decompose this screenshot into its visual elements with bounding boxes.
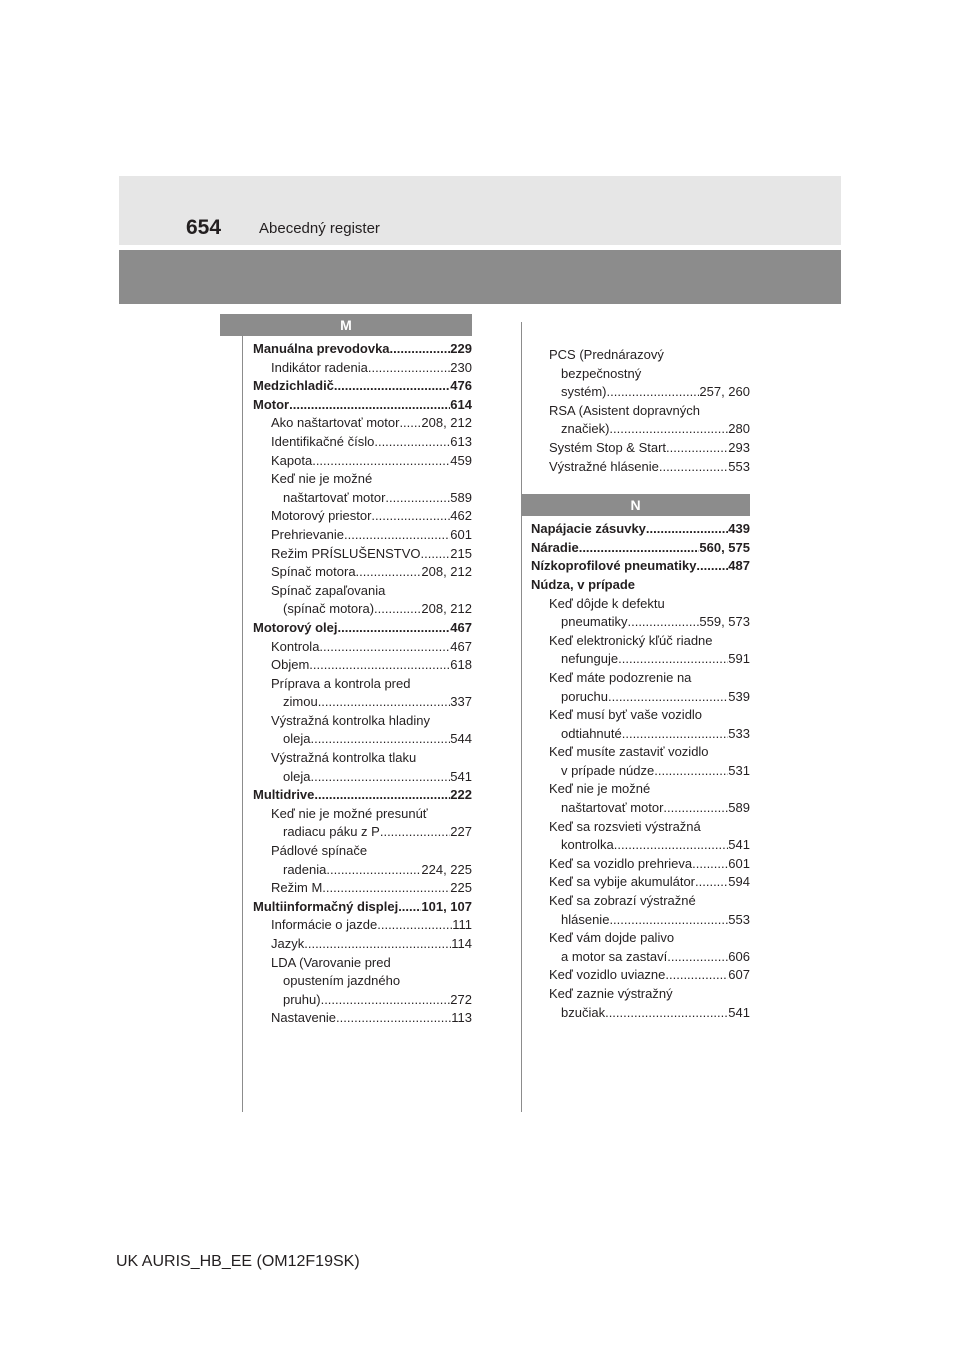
index-entry xyxy=(531,650,750,669)
index-entry xyxy=(253,675,472,694)
index-entry xyxy=(531,458,750,477)
index-entry xyxy=(531,613,750,632)
entry-label: PCS (Prednárazový xyxy=(549,347,664,362)
dot-leader xyxy=(322,879,450,898)
entry-label: značiek) xyxy=(561,421,610,437)
dot-leader xyxy=(666,439,728,458)
entry-pages: 467 xyxy=(450,638,472,654)
entry-pages: 476 xyxy=(450,378,472,394)
entry-label: Pádlové spínače xyxy=(271,843,368,859)
entry-label: (spínač motora) xyxy=(283,601,375,617)
dot-leader xyxy=(338,619,451,638)
entry-pages: 533 xyxy=(728,725,750,741)
index-entry xyxy=(253,452,472,471)
index-entry xyxy=(531,892,750,911)
entry-label: Výstražné hlásenie xyxy=(549,458,659,474)
dot-leader xyxy=(654,762,728,781)
entry-label: Indikátor radenia xyxy=(271,359,368,375)
entry-label: kontrolka xyxy=(561,837,614,853)
entry-label: Motorový priestor xyxy=(271,508,372,524)
entry-label: odtiahnuté xyxy=(561,725,622,741)
index-entry xyxy=(531,985,750,1004)
index-entry xyxy=(531,632,750,651)
dot-leader xyxy=(659,458,728,477)
index-entry xyxy=(531,780,750,799)
entry-label: Výstražná kontrolka hladiny xyxy=(271,712,430,728)
entry-label: pruhu) xyxy=(283,991,321,1007)
entry-pages: 601 xyxy=(728,855,750,871)
entry-label: Keď nie je možné xyxy=(271,471,373,487)
entry-pages: 293 xyxy=(728,439,750,455)
index-entry xyxy=(253,935,472,954)
right-index-column xyxy=(521,346,750,1022)
index-entry xyxy=(531,706,750,725)
dot-leader xyxy=(318,693,451,712)
entry-label: Spínač motora xyxy=(271,564,356,580)
index-entry xyxy=(531,383,750,402)
index-entry xyxy=(253,582,472,601)
dot-leader xyxy=(663,799,728,818)
index-entry xyxy=(253,340,472,359)
index-entry xyxy=(253,879,472,898)
index-entry xyxy=(253,545,472,564)
entry-pages: 101, 107 xyxy=(421,898,472,914)
dot-leader xyxy=(321,991,451,1010)
dot-leader xyxy=(695,873,728,892)
entry-label: systém) xyxy=(561,384,607,400)
dot-leader xyxy=(696,557,728,576)
dot-leader xyxy=(605,1004,728,1023)
entry-pages: 553 xyxy=(728,911,750,927)
index-entry xyxy=(253,749,472,768)
dot-leader xyxy=(646,520,728,539)
index-entry xyxy=(253,619,472,638)
index-entry xyxy=(253,638,472,657)
index-entry xyxy=(253,656,472,675)
entry-pages: 215 xyxy=(450,545,472,561)
dot-leader xyxy=(310,730,450,749)
entry-pages: 541 xyxy=(728,837,750,853)
entry-label: Keď sa vybije akumulátor xyxy=(549,874,696,890)
entry-pages: 559, 573 xyxy=(699,614,750,630)
dot-leader xyxy=(309,656,450,675)
index-entry xyxy=(253,730,472,749)
entry-label: naštartovať motor xyxy=(561,800,664,816)
index-entry xyxy=(253,972,472,991)
letter-band-n: N xyxy=(521,494,750,516)
index-entry xyxy=(531,688,750,707)
left-index-column xyxy=(220,314,472,1028)
entry-pages: 462 xyxy=(450,508,472,524)
header-dark-band xyxy=(119,250,841,304)
entry-pages: 208, 212 xyxy=(421,564,472,580)
index-entry xyxy=(253,377,472,396)
entry-label: oleja xyxy=(283,731,311,747)
index-entry xyxy=(253,991,472,1010)
entry-label: Keď vám dojde palivo xyxy=(549,930,675,946)
entry-label: Multidrive xyxy=(253,787,315,803)
entry-pages: 230 xyxy=(450,359,472,375)
index-entry xyxy=(531,836,750,855)
entry-label: Keď nie je možné presunúť xyxy=(271,805,428,821)
entry-pages: 606 xyxy=(728,948,750,964)
dot-leader xyxy=(310,768,450,787)
index-entry xyxy=(531,725,750,744)
entry-label: Keď sa zobrazí výstražné xyxy=(549,893,696,909)
section-title: Abecedný register xyxy=(259,220,380,237)
index-entry xyxy=(253,823,472,842)
entry-label: oleja xyxy=(283,768,311,784)
entry-pages: 544 xyxy=(450,731,472,747)
dot-leader xyxy=(608,688,728,707)
entry-pages: 229 xyxy=(450,341,472,356)
index-entry xyxy=(253,526,472,545)
index-entry xyxy=(253,712,472,731)
entry-pages: 225 xyxy=(450,880,472,896)
index-entry xyxy=(253,954,472,973)
index-entry xyxy=(253,489,472,508)
dot-leader xyxy=(609,911,728,930)
index-entry xyxy=(253,805,472,824)
dot-leader xyxy=(319,638,450,657)
dot-leader xyxy=(377,916,452,935)
entry-label: v prípade núdze xyxy=(561,762,655,778)
entry-label: RSA (Asistent dopravných xyxy=(549,402,701,418)
entry-pages: 337 xyxy=(450,694,472,710)
entry-pages: 272 xyxy=(450,991,472,1007)
entry-pages: 539 xyxy=(728,688,750,704)
dot-leader xyxy=(667,948,728,967)
letter-band-m: M xyxy=(220,314,472,336)
index-entry xyxy=(253,359,472,378)
entry-pages: 589 xyxy=(728,800,750,816)
dot-leader xyxy=(607,383,700,402)
index-entry xyxy=(253,1009,472,1028)
entry-pages: 257, 260 xyxy=(699,384,750,400)
entry-pages: 227 xyxy=(450,824,472,840)
entry-label: LDA (Varovanie pred xyxy=(271,954,391,970)
dot-leader xyxy=(627,613,699,632)
index-entry xyxy=(253,693,472,712)
entry-label: nefunguje xyxy=(561,651,619,667)
dot-leader xyxy=(618,650,728,669)
entry-label: Keď sa vozidlo prehrieva xyxy=(549,855,693,871)
entry-pages: 541 xyxy=(450,768,472,784)
entry-label: Keď musíte zastaviť vozidlo xyxy=(549,744,709,760)
dot-leader xyxy=(312,452,450,471)
entry-pages: 487 xyxy=(728,558,750,574)
index-entry xyxy=(253,898,472,917)
index-entry xyxy=(531,855,750,874)
dot-leader xyxy=(334,377,450,396)
left-entries xyxy=(220,336,472,1028)
entry-label: naštartovať motor xyxy=(283,489,386,505)
entry-label: Keď máte podozrenie na xyxy=(549,669,692,685)
dot-leader xyxy=(304,935,451,954)
entry-pages: 439 xyxy=(728,521,750,537)
dot-leader xyxy=(398,898,421,917)
entry-label: Informácie o jazde xyxy=(271,917,378,933)
entry-label: Nastavenie xyxy=(271,1010,337,1026)
dot-leader xyxy=(336,1009,451,1028)
entry-label: Núdza, v prípade xyxy=(531,576,636,592)
entry-pages: 541 xyxy=(728,1004,750,1020)
entry-label: a motor sa zastaví xyxy=(561,948,668,964)
index-entry xyxy=(531,1004,750,1023)
entry-label: Ako naštartovať motor xyxy=(271,415,400,431)
index-entry xyxy=(253,563,472,582)
entry-pages: 111 xyxy=(452,917,472,933)
index-entry xyxy=(531,799,750,818)
dot-leader xyxy=(289,396,450,415)
dot-leader xyxy=(314,786,450,805)
entry-label: Keď vozidlo uviazne xyxy=(549,967,666,983)
index-entry xyxy=(531,595,750,614)
entry-label: poruchu xyxy=(561,688,608,704)
entry-label: Kapota xyxy=(271,452,313,468)
entry-label: Objem xyxy=(271,657,310,673)
entry-pages: 589 xyxy=(450,489,472,505)
entry-label: Kontrola xyxy=(271,638,320,654)
index-entry xyxy=(531,669,750,688)
index-entry xyxy=(531,520,750,539)
dot-leader xyxy=(385,489,450,508)
index-entry xyxy=(531,557,750,576)
dot-leader xyxy=(692,855,728,874)
entry-label: Príprava a kontrola pred xyxy=(271,675,411,691)
index-entry xyxy=(253,396,472,415)
entry-label: Keď dôjde k defektu xyxy=(549,595,665,611)
index-entry xyxy=(253,433,472,452)
entry-label: radenia xyxy=(283,861,327,877)
index-entry xyxy=(531,911,750,930)
entry-label: Keď sa rozsvieti výstražná xyxy=(549,818,701,834)
entry-pages: 618 xyxy=(450,657,472,673)
header-bar xyxy=(119,176,841,245)
entry-label: bezpečnostný xyxy=(561,365,642,381)
entry-pages: 224, 225 xyxy=(421,861,472,877)
footer-code: UK AURIS_HB_EE (OM12F19SK) xyxy=(116,1253,360,1270)
entry-label: hlásenie xyxy=(561,911,610,927)
entry-label: zimou xyxy=(283,694,318,710)
entry-pages: 114 xyxy=(451,936,472,951)
entry-pages: 531 xyxy=(728,762,750,778)
index-entry xyxy=(253,470,472,489)
index-entry xyxy=(531,439,750,458)
dot-leader xyxy=(380,823,450,842)
index-entry xyxy=(531,948,750,967)
right-entries xyxy=(521,516,750,1022)
entry-label: Identifikačné číslo xyxy=(271,433,375,449)
entry-label: Jazyk xyxy=(271,936,305,951)
index-entry xyxy=(253,861,472,880)
dot-leader xyxy=(326,861,421,880)
entry-label: radiacu páku z P xyxy=(283,824,380,840)
index-entry xyxy=(253,916,472,935)
dot-leader xyxy=(665,966,728,985)
dot-leader xyxy=(390,340,451,359)
page-number: 654 xyxy=(186,216,222,239)
entry-label: Keď elektronický kľúč riadne xyxy=(549,632,713,648)
dot-leader xyxy=(368,359,450,378)
dot-leader xyxy=(374,433,450,452)
index-entry xyxy=(253,414,472,433)
entry-label: Napájacie zásuvky xyxy=(531,521,646,537)
dot-leader xyxy=(344,526,450,545)
index-entry xyxy=(253,600,472,619)
entry-label: bzučiak xyxy=(561,1004,606,1020)
entry-label: Náradie xyxy=(531,539,579,555)
dot-leader xyxy=(371,507,450,526)
dot-leader xyxy=(399,414,421,433)
right-top-entries xyxy=(521,346,750,476)
index-entry xyxy=(531,762,750,781)
entry-label: Multiinformačný displej xyxy=(253,898,399,914)
index-entry xyxy=(531,346,750,365)
index-entry xyxy=(253,786,472,805)
entry-pages: 222 xyxy=(450,787,472,803)
index-entry xyxy=(531,402,750,421)
entry-pages: 591 xyxy=(728,651,750,667)
dot-leader xyxy=(356,563,422,582)
entry-pages: 553 xyxy=(728,458,750,474)
entry-label: Keď zaznie výstražný xyxy=(549,986,673,1001)
index-entry xyxy=(531,365,750,384)
index-entry xyxy=(531,818,750,837)
entry-label: Prehrievanie xyxy=(271,526,344,542)
index-entry xyxy=(531,873,750,892)
entry-label: Keď nie je možné xyxy=(549,781,651,797)
entry-label: Keď musí byť vaše vozidlo xyxy=(549,707,703,723)
entry-label: opustením jazdného xyxy=(283,973,401,989)
index-entry xyxy=(531,966,750,985)
entry-label: Spínač zapaľovania xyxy=(271,582,386,598)
dot-leader xyxy=(609,420,728,439)
entry-pages: 113 xyxy=(451,1010,472,1026)
entry-pages: 280 xyxy=(728,421,750,437)
dot-leader xyxy=(622,725,729,744)
entry-label: Nízkoprofilové pneumatiky xyxy=(531,558,697,574)
dot-leader xyxy=(374,600,421,619)
index-entry xyxy=(531,743,750,762)
entry-pages: 467 xyxy=(450,619,472,635)
dot-leader xyxy=(614,836,729,855)
index-entry xyxy=(531,539,750,558)
index-entry xyxy=(531,420,750,439)
index-entry xyxy=(253,768,472,787)
entry-pages: 208, 212 xyxy=(421,601,472,617)
entry-label: Motorový olej xyxy=(253,619,338,635)
entry-label: Režim PRÍSLUŠENSTVO xyxy=(271,545,421,561)
entry-pages: 594 xyxy=(728,874,750,890)
entry-pages: 607 xyxy=(728,967,750,983)
index-entry xyxy=(531,929,750,948)
entry-label: Výstražná kontrolka tlaku xyxy=(271,750,417,766)
entry-pages: 613 xyxy=(450,433,472,449)
entry-pages: 560, 575 xyxy=(699,539,750,555)
entry-label: Motor xyxy=(253,396,290,412)
entry-label: pneumatiky xyxy=(561,614,628,630)
index-entry xyxy=(253,842,472,861)
entry-label: Manuálna prevodovka xyxy=(253,341,390,356)
entry-pages: 601 xyxy=(450,526,472,542)
index-entry xyxy=(531,576,750,595)
entry-pages: 208, 212 xyxy=(421,415,472,431)
entry-label: Režim M xyxy=(271,880,323,896)
dot-leader xyxy=(579,539,700,558)
dot-leader xyxy=(421,545,451,564)
entry-pages: 614 xyxy=(450,396,472,412)
entry-label: Systém Stop & Start xyxy=(549,439,667,455)
index-entry xyxy=(253,507,472,526)
entry-pages: 459 xyxy=(450,452,472,468)
entry-label: Medzichladič xyxy=(253,378,334,394)
